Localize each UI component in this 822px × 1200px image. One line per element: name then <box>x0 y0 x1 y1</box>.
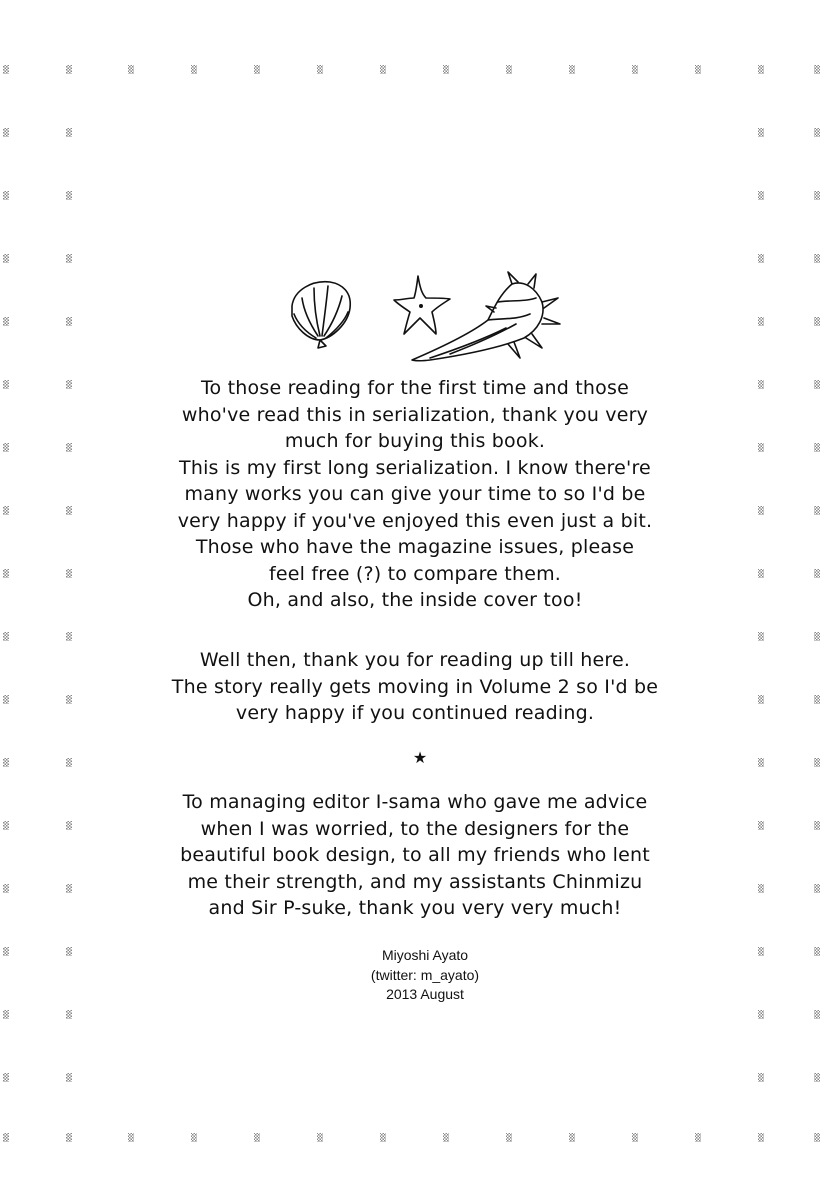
text-line: Those who have the magazine issues, please <box>195 536 635 558</box>
border-dot-mark <box>758 317 764 326</box>
border-dot-mark <box>66 821 72 830</box>
border-dot-mark <box>814 65 820 74</box>
border-dot-mark <box>758 758 764 767</box>
border-dot-mark <box>3 758 9 767</box>
border-dot-mark <box>380 1133 386 1142</box>
border-dot-mark <box>758 254 764 263</box>
thanks-paragraph <box>90 789 740 922</box>
border-dot-mark <box>443 65 449 74</box>
author-name: Miyoshi Ayato <box>381 947 469 963</box>
border-dot-mark <box>814 191 820 200</box>
text-line: when I was worried, to the designers for the <box>200 817 630 840</box>
border-dot-mark <box>814 1073 820 1082</box>
border-dot-mark <box>3 380 9 389</box>
signature-block <box>300 946 550 1005</box>
border-dot-mark <box>3 1073 9 1082</box>
border-dot-mark <box>814 1133 820 1142</box>
author-twitter: (twitter: m_ayato) <box>370 966 480 983</box>
border-dot-mark <box>66 128 72 137</box>
border-dot-mark <box>3 1133 9 1142</box>
signature-date: 2013 August <box>386 986 464 1002</box>
text-line: many works you can give your time to so I'd be <box>184 483 646 505</box>
text-line: The story really gets moving in Volume 2 so I'd be <box>171 675 659 698</box>
border-dot-mark <box>3 506 9 515</box>
border-dot-mark <box>66 884 72 893</box>
border-dot-mark <box>814 758 820 767</box>
border-dot-mark <box>317 65 323 74</box>
text-line: very happy if you've enjoyed this even just a bit. <box>177 509 653 532</box>
border-dot-mark <box>758 1073 764 1082</box>
border-dot-mark <box>506 1133 512 1142</box>
text-line: beautiful book design, to all my friends who lent <box>180 844 650 866</box>
border-dot-mark <box>814 254 820 263</box>
text-line: me their strength, and my assistants Chinmizu <box>187 870 643 893</box>
text-line: and Sir P-suke, thank you very very much! <box>208 897 622 919</box>
border-dot-mark <box>66 65 72 74</box>
border-dot-mark <box>3 884 9 893</box>
text-line: feel free (?) to compare them. <box>268 562 562 585</box>
border-dot-mark <box>128 65 134 74</box>
border-dot-mark <box>814 821 820 830</box>
text-line: Oh, and also, the inside cover too! <box>247 589 583 611</box>
border-dot-mark <box>66 443 72 452</box>
border-dot-mark <box>758 506 764 515</box>
border-dot-mark <box>3 65 9 74</box>
border-dot-mark <box>758 191 764 200</box>
border-dot-mark <box>814 632 820 641</box>
border-dot-mark <box>66 632 72 641</box>
border-dot-mark <box>3 947 9 956</box>
border-dot-mark <box>758 632 764 641</box>
closing-paragraph <box>90 647 740 727</box>
border-dot-mark <box>66 506 72 515</box>
border-dot-mark <box>814 380 820 389</box>
border-dot-mark <box>3 821 9 830</box>
border-dot-mark <box>814 128 820 137</box>
border-dot-mark <box>3 632 9 641</box>
border-dot-mark <box>758 443 764 452</box>
shells-illustration <box>280 268 570 368</box>
border-dot-mark <box>3 191 9 200</box>
border-dot-mark <box>814 947 820 956</box>
border-dot-mark <box>758 821 764 830</box>
border-dot-mark <box>317 1133 323 1142</box>
border-dot-mark <box>506 65 512 74</box>
border-dot-mark <box>814 695 820 704</box>
border-dot-mark <box>128 1133 134 1142</box>
border-dot-mark <box>66 380 72 389</box>
border-dot-mark <box>3 569 9 578</box>
border-dot-mark <box>191 65 197 74</box>
border-dot-mark <box>191 1133 197 1142</box>
border-dot-mark <box>3 317 9 326</box>
text-line: very happy if you continued reading. <box>235 702 595 724</box>
border-dot-mark <box>758 1133 764 1142</box>
border-dot-mark <box>66 317 72 326</box>
border-dot-mark <box>758 65 764 74</box>
border-dot-mark <box>632 65 638 74</box>
text-line: To managing editor I-sama who gave me advice <box>182 791 648 813</box>
border-dot-mark <box>66 569 72 578</box>
text-line: much for buying this book. <box>284 430 546 452</box>
border-dot-mark <box>758 380 764 389</box>
border-dot-mark <box>66 947 72 956</box>
border-dot-mark <box>254 65 260 74</box>
border-dot-mark <box>569 1133 575 1142</box>
scallop-shell-icon <box>292 282 350 348</box>
border-dot-mark <box>66 254 72 263</box>
border-dot-mark <box>814 443 820 452</box>
border-dot-mark <box>758 1010 764 1019</box>
border-dot-mark <box>380 65 386 74</box>
border-dot-mark <box>3 695 9 704</box>
border-dot-mark <box>814 317 820 326</box>
border-dot-mark <box>758 128 764 137</box>
border-dot-mark <box>632 1133 638 1142</box>
text-line: who've read this in serialization, thank you very <box>181 403 649 426</box>
border-dot-mark <box>3 254 9 263</box>
starfish-icon <box>394 276 450 334</box>
border-dot-mark <box>814 1010 820 1019</box>
border-dot-mark <box>569 65 575 74</box>
border-dot-mark <box>66 758 72 767</box>
text-line: Well then, thank you for reading up till here. <box>199 649 631 671</box>
text-line: This is my first long serialization. I know there're <box>179 456 651 479</box>
border-dot-mark <box>66 1010 72 1019</box>
border-dot-mark <box>3 1010 9 1019</box>
border-dot-mark <box>254 1133 260 1142</box>
border-dot-mark <box>3 443 9 452</box>
border-dot-mark <box>758 569 764 578</box>
border-dot-mark <box>66 191 72 200</box>
text-line: To those reading for the first time and those <box>200 377 629 399</box>
border-dot-mark <box>758 695 764 704</box>
border-dot-mark <box>66 1133 72 1142</box>
border-dot-mark <box>695 1133 701 1142</box>
border-dot-mark <box>695 65 701 74</box>
border-dot-mark <box>66 695 72 704</box>
conch-shell-icon <box>412 272 560 361</box>
star-separator: ★ <box>412 748 428 767</box>
border-dot-mark <box>814 884 820 893</box>
border-dot-mark <box>3 128 9 137</box>
border-dot-mark <box>814 506 820 515</box>
border-dot-mark <box>814 569 820 578</box>
border-dot-mark <box>758 947 764 956</box>
intro-paragraph <box>90 375 740 614</box>
border-dot-mark <box>758 884 764 893</box>
border-dot-mark <box>443 1133 449 1142</box>
border-dot-mark <box>66 1073 72 1082</box>
